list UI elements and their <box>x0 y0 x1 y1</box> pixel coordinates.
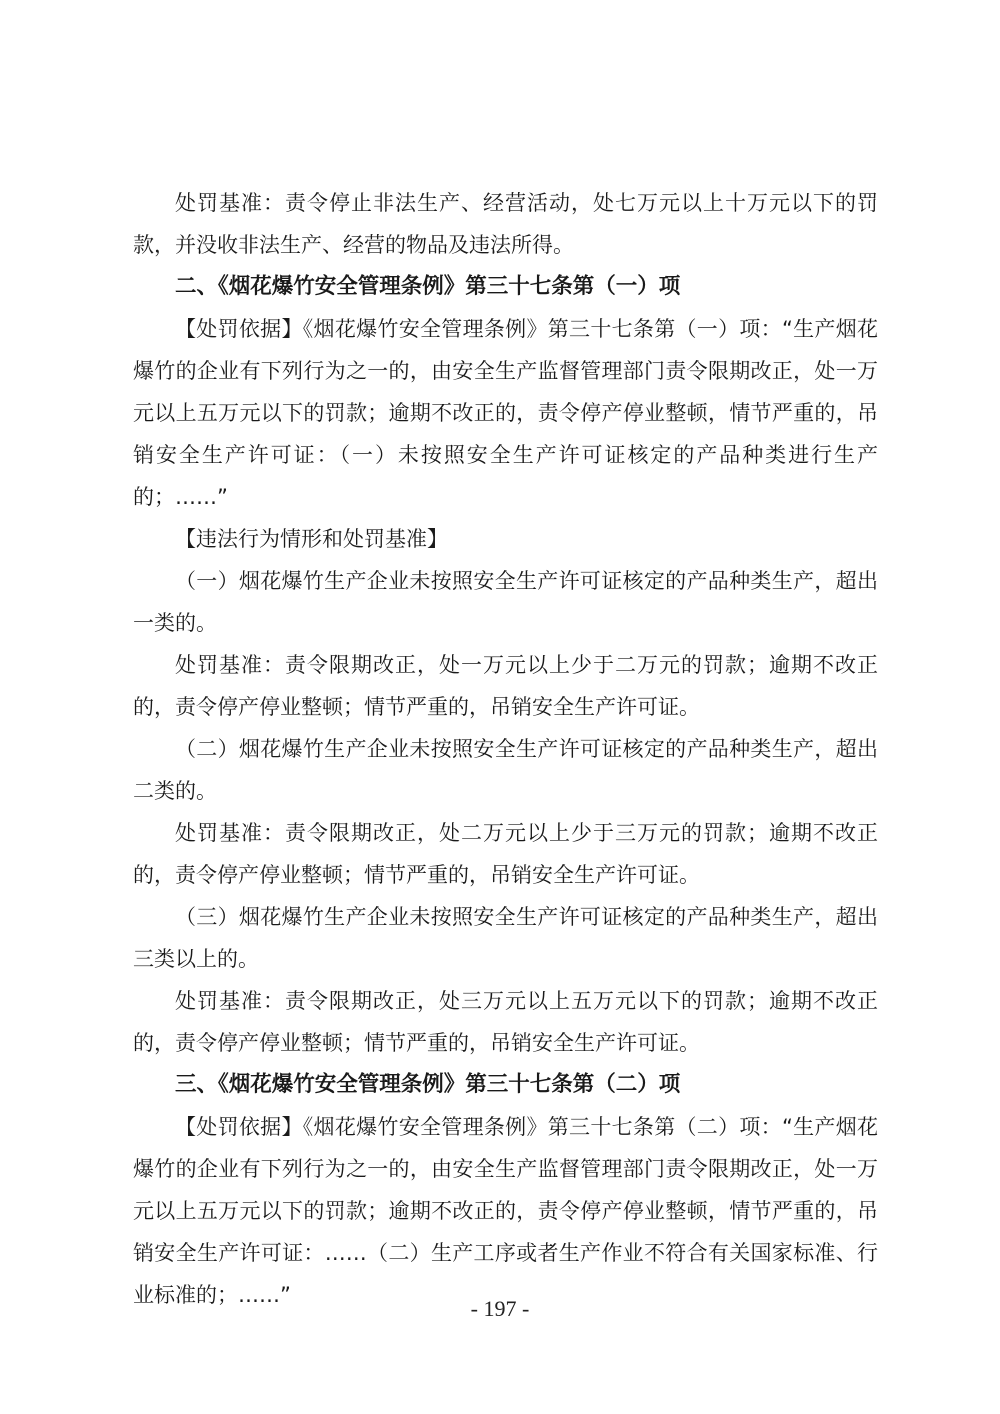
paragraph-legal-basis-37-1: 【处罚依据】《烟花爆竹安全管理条例》第三十七条第（一）项：“生产烟花爆竹的企业有下列行为之一的，由安全生产监督管理部门责令限期改正，处一万元以上五万元以下的罚款；逾期不改正的，责令停产停业整顿，情节严重的，吊销安全生产许可证：（一）未按照安全生产许可证核定的产品种类进行生产的；……” <box>133 317 878 509</box>
paragraph-case-1: （一）烟花爆竹生产企业未按照安全生产许可证核定的产品种类生产，超出一类的。 <box>133 569 878 635</box>
page-number: - 197 - <box>470 1296 530 1321</box>
paragraph-case-3: （三）烟花爆竹生产企业未按照安全生产许可证核定的产品种类生产，超出三类以上的。 <box>133 905 878 971</box>
paragraph-case-2: （二）烟花爆竹生产企业未按照安全生产许可证核定的产品种类生产，超出二类的。 <box>133 737 878 803</box>
document-body <box>133 182 878 1316</box>
paragraph-penalty-standard-3: 处罚基准：责令限期改正，处三万元以上五万元以下的罚款；逾期不改正的，责令停产停业整顿；情节严重的，吊销安全生产许可证。 <box>133 989 878 1055</box>
paragraph-penalty-standard-2: 处罚基准：责令限期改正，处二万元以上少于三万元的罚款；逾期不改正的，责令停产停业整顿；情节严重的，吊销安全生产许可证。 <box>133 821 878 887</box>
section-heading-2: 二、《烟花爆竹安全管理条例》第三十七条第（一）项 <box>175 274 681 299</box>
paragraph-penalty-standard-1: 处罚基准：责令限期改正，处一万元以上少于二万元的罚款；逾期不改正的，责令停产停业整顿；情节严重的，吊销安全生产许可证。 <box>133 653 878 719</box>
paragraph-legal-basis-37-2: 【处罚依据】《烟花爆竹安全管理条例》第三十七条第（二）项：“生产烟花爆竹的企业有下列行为之一的，由安全生产监督管理部门责令限期改正，处一万元以上五万元以下的罚款；逾期不改正的，责令停产停业整顿，情节严重的，吊销安全生产许可证：……（二）生产工序或者生产作业不符合有关国家标准、行业标准的；……” <box>133 1115 878 1307</box>
section-heading-3: 三、《烟花爆竹安全管理条例》第三十七条第（二）项 <box>175 1072 681 1097</box>
paragraph-penalty-standard-illegal-production: 处罚基准：责令停止非法生产、经营活动，处七万元以上十万元以下的罚款，并没收非法生产、经营的物品及违法所得。 <box>133 191 878 257</box>
paragraph-violation-circumstances-title: 【违法行为情形和处罚基准】 <box>175 527 448 551</box>
